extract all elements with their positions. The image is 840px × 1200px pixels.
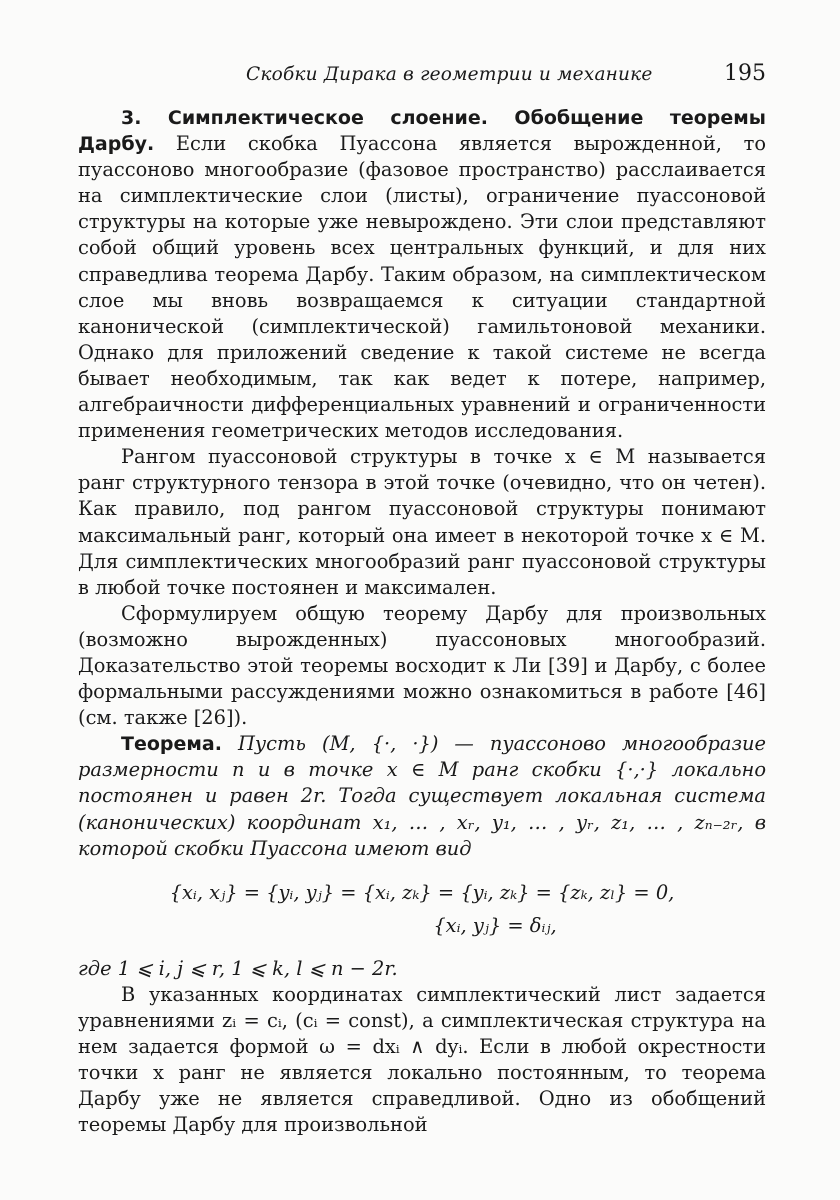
rank-definition-paragraph: Рангом пуассоновой структуры в точке x ∈ M называется ранг структурного тензора в этой точке (очевидно, что он четен). Как правило, под рангом пуассоновой структуры понимают максимальный ранг, который она имеет в некоторой точке x ∈ M. Для симплектических многообразий ранг пуассоновой структуры в любой точке постоянен и максимален. — [78, 445, 766, 599]
equation-bracket-delta: {xᵢ, yⱼ} = δᵢⱼ, — [433, 913, 557, 937]
symplectic-leaf-paragraph: В указанных координатах симплектический лист задается уравнениями zᵢ = cᵢ, (cᵢ = const), а симплектическая структура на нем задается формой ω = dxᵢ ∧ dyᵢ. Если в любой окрестности точки x ранг не является локально постоянным, то теорема Дарбу уже не является справедливой. Одно из обобщений теоремы Дарбу для произвольной — [78, 982, 766, 1137]
display-equations — [78, 876, 766, 942]
theorem-statement: Пусть (M, {·, ·}) — пуассоново многообразие размерности n и в точке x ∈ M ранг скобки {·,·} локально постоянен и равен 2r. Тогда существует локальная система (канонических) координат x₁, … , xᵣ, y₁, … , yᵣ, z₁, … , zₙ₋₂ᵣ, в которой скобки Пуассона имеют вид — [78, 732, 767, 860]
section-paragraph-1 — [78, 105, 766, 444]
section-paragraph-1-text: Если скобка Пуассона является вырожденной, то пуассоново многообразие (фазовое пространство) расслаивается на симплектические слои (листы), ограничение пуассоновой структуры на которые уже невырождено. Эти слои представляют собой общий уровень всех центральных функций, и для них справедлива теорема Дарбу. Таким образом, на симплектическом слое мы вновь возвращаемся к ситуации стандартной канонической (симплектической) гамильтоновой механики. Однако для приложений сведение к такой системе не всегда бывает необходимым, так как ведет к потере, например, алгебраичности дифференциальных уравнений и ограниченности применения геометрических методов исследования. — [78, 132, 766, 443]
running-title: Скобки Дирака в геометрии и механике — [246, 64, 653, 85]
section-heading: 3. Симплектическое слоение. Обобщение теоремы Дарбу. — [78, 107, 766, 156]
page-header — [78, 61, 766, 90]
theorem-label: Теорема. — [121, 733, 222, 756]
theorem-condition: где 1 ⩽ i, j ⩽ r, 1 ⩽ k, l ⩽ n − 2r. — [78, 956, 398, 980]
darboux-intro-paragraph: Сформулируем общую теорему Дарбу для произвольных (возможно вырожденных) пуассоновых многообразий. Доказательство этой теоремы восходит к Ли [39] и Дарбу, с более формальными рассуждениями можно ознакомиться в работе [46] (см. также [26]). — [78, 601, 766, 730]
equation-bracket-zero: {xᵢ, xⱼ} = {yᵢ, yⱼ} = {xᵢ, zₖ} = {yᵢ, zₖ} = {zₖ, zₗ} = 0, — [169, 880, 675, 904]
theorem-block — [78, 731, 766, 861]
page-number: 195 — [724, 61, 766, 86]
page-body — [78, 105, 766, 1138]
